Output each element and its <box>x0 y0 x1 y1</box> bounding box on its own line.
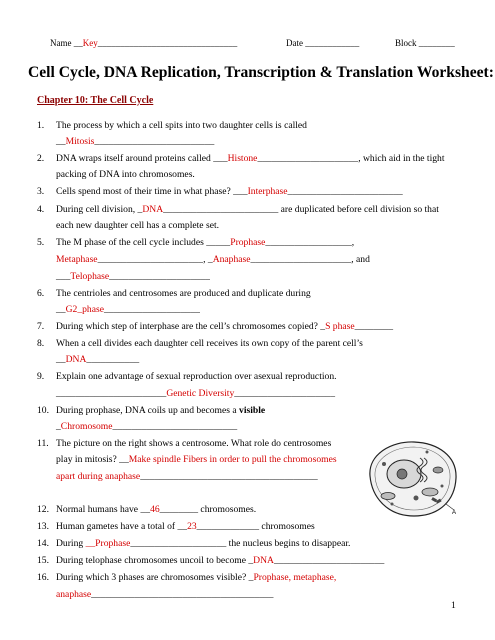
question-text: The picture on the right shows a centrosome. What role do centrosomes <box>56 438 332 449</box>
answer: Mitosis <box>65 136 95 147</box>
question-number: 7. <box>37 321 45 332</box>
answer: Prophase <box>230 237 266 248</box>
answer-line: anaphase______________________________________ <box>56 589 274 600</box>
question-number: 10. <box>37 405 49 416</box>
answer: DNA <box>253 555 274 566</box>
question-text: During telophase chromosomes uncoil to become _DNA_______________________ <box>56 555 385 566</box>
answer: __Prophase <box>85 538 131 549</box>
question-number: 11. <box>37 438 49 449</box>
answer: Make spindle Fibers in order to pull the chromosomes <box>128 454 337 465</box>
date-field[interactable]: Date ____________ <box>286 38 360 48</box>
answer: Histone <box>227 153 258 164</box>
question-number: 5. <box>37 237 45 248</box>
question-text: DNA wraps itself around proteins called ___Histone_____________________, which aid in the tight <box>56 153 445 164</box>
answer-line: _Chromosome__________________________ <box>56 421 238 432</box>
question-number: 4. <box>37 204 45 215</box>
question-number: 1. <box>37 120 45 131</box>
answer: Interphase <box>247 186 288 197</box>
answer: Anaphase <box>212 254 251 265</box>
question-text: When a cell divides each daughter cell receives its own copy of the parent cell’s <box>56 338 363 349</box>
answer: Metaphase <box>56 254 98 265</box>
answer-line: __G2_phase____________________ <box>56 304 200 315</box>
question-number: 13. <box>37 521 49 532</box>
question-number: 3. <box>37 186 45 197</box>
question-text: Cells spend most of their time in what phase? ___Interphase________________________ <box>56 186 403 197</box>
answer: Prophase, metaphase, <box>253 572 337 583</box>
question-number: 9. <box>37 371 45 382</box>
question-text: Human gametes have a total of __23_____________ chromosomes <box>56 521 315 532</box>
question-text: Explain one advantage of sexual reproduction over asexual reproduction. <box>56 371 337 382</box>
answer: anaphase <box>56 589 92 600</box>
answer: Chromosome <box>60 421 113 432</box>
question-text: Normal humans have __46________ chromosomes. <box>56 504 257 515</box>
question-text: The process by which a cell spits into two daughter cells is called <box>56 120 307 131</box>
answer-line: __Mitosis_________________________ <box>56 136 215 147</box>
answer-line: play in mitosis? __Make spindle Fibers in order to pull the chromosomes <box>56 454 337 465</box>
answer-line: _______________________Genetic Diversity_____________________ <box>56 388 335 399</box>
page-title: Cell Cycle, DNA Replication, Transcription & Translation Worksheet: <box>28 64 494 81</box>
answer-line: ___Telophase_____________________ <box>56 271 210 282</box>
answer: S phase <box>325 321 355 332</box>
answer-line: Metaphase______________________, _Anaphase_____________________, and <box>56 254 370 265</box>
answer-line: apart during anaphase_____________________________________ <box>56 471 318 482</box>
question-text: During which step of interphase are the cell’s chromosomes copied? _S phase________ <box>56 321 394 332</box>
question-number: 6. <box>37 288 45 299</box>
answer: 23 <box>187 521 197 532</box>
figure-label: A <box>452 510 457 516</box>
question-text: During prophase, DNA coils up and becomes a visible <box>56 405 266 416</box>
chapter-heading: Chapter 10: The Cell Cycle <box>37 95 154 106</box>
question-text: During which 3 phases are chromosomes visible? _Prophase, metaphase, <box>56 572 337 583</box>
answer: DNA <box>142 204 164 215</box>
answer: DNA <box>65 354 87 365</box>
answer: Genetic Diversity <box>166 388 235 399</box>
answer: 46 <box>150 504 160 515</box>
answer: apart during anaphase <box>56 471 141 482</box>
page-number: 1 <box>451 600 456 611</box>
answer-line: __DNA___________ <box>56 354 140 365</box>
question-number: 8. <box>37 338 45 349</box>
cell-diagram-image <box>362 436 462 522</box>
question-text: The centrioles and centrosomes are produced and duplicate during <box>56 288 311 299</box>
question-number: 2. <box>37 153 45 164</box>
answer: G2_phase <box>65 304 104 315</box>
answer: Telophase <box>70 271 110 282</box>
name-field[interactable]: Name __Key_______________________________ <box>50 38 238 48</box>
question-text: packing of DNA into chromosomes. <box>56 169 195 180</box>
question-text: each new daughter cell has a complete set. <box>56 220 220 231</box>
question-number: 16. <box>37 572 49 583</box>
question-number: 14. <box>37 538 49 549</box>
block-field[interactable]: Block ________ <box>395 38 455 48</box>
question-text: During __Prophase____________________ the nucleus begins to disappear. <box>56 538 351 549</box>
question-text: During cell division, _DNA________________________ are duplicated before cell division so that <box>56 204 439 215</box>
question-number: 15. <box>37 555 49 566</box>
question-number: 12. <box>37 504 49 515</box>
question-text: The M phase of the cell cycle includes _____Prophase__________________, <box>56 237 355 248</box>
